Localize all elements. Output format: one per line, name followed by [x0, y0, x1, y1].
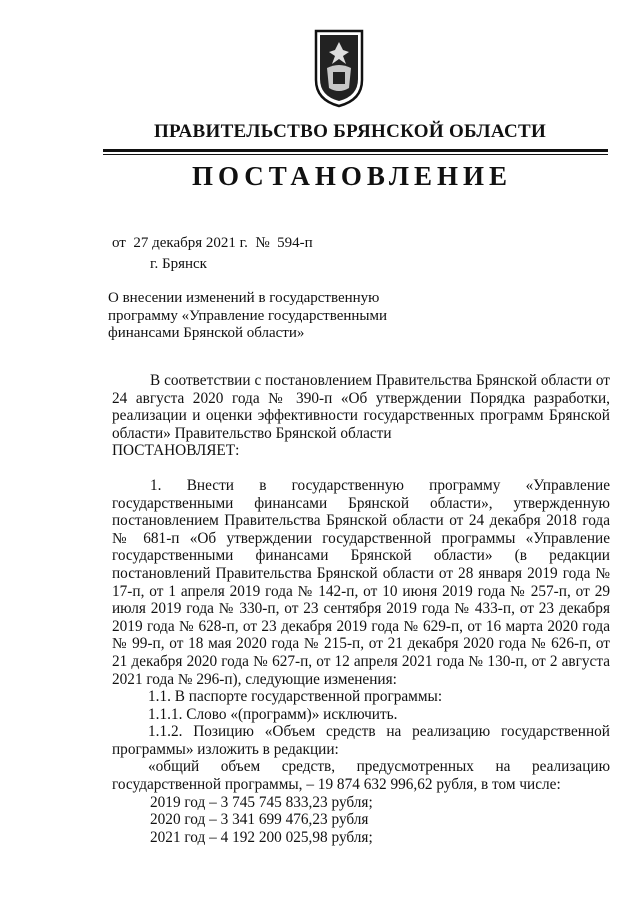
document-subject: [108, 290, 428, 343]
item-1-1-1-paragraph: 1.1.1. Слово «(программ)» исключить.: [148, 705, 398, 723]
subject-line: финансами Брянской области»: [108, 325, 305, 341]
document-type-title: ПОСТАНОВЛЕНИЕ: [191, 161, 513, 191]
item-1-paragraph: 1. Внести в государственную программу «Управление государственными финансами Брянской области», утвержденную постановлением Правительства Брянской области от 24 декабря 2018 года № 681-п «Об утверждении государственной программы «Управление государственными финансами Брянской области» (в редакции постановлений Правительства Брянской области от 28 января 2019 года № 17-п, от 1 апреля 2019 года № 142-п, от 10 июня 2019 года № 257-п, от 29 июля 2019 года № 330-п, от 23 сентября 2019 года № 433-п, от 23 декабря 2019 года № 628-п, от 23 декабря 2019 года № 629-п, от 16 марта 2020 года № 99-п, от 18 мая 2020 года № 215-п, от 21 декабря 2020 года № 626-п, от 21 декабря 2020 года № 627-п, от 12 апреля 2021 года № 130-п, от 2 августа 2021 года № 296-п), следующие изменения:: [112, 476, 610, 688]
quoted-paragraph: «общий объем средств, предусмотренных на реализацию государственной программы, – 19 874 632 996,62 рубля, в том числе:: [112, 758, 610, 794]
document-date-number: от 27 декабря 2021 г. № 594-п: [112, 235, 313, 251]
document-city: г. Брянск: [150, 256, 207, 272]
subject-line: О внесении изменений в государственную: [108, 290, 380, 306]
year-amount-line: 2021 год – 4 192 200 025,98 рубля;: [150, 828, 373, 846]
government-title: ПРАВИТЕЛЬСТВО БРЯНСКОЙ ОБЛАСТИ: [153, 121, 547, 142]
item-1-1-2-paragraph: 1.1.2. Позицию «Объем средств на реализацию государственной программы» изложить в редакции:: [112, 723, 610, 758]
preamble-paragraph: В соответствии с постановлением Правительства Брянской области от 24 августа 2020 года № 390-п «Об утверждении Порядка разработки, реализации и оценки эффективности государственных программ Брянской области» Правительство Брянской области: [112, 372, 610, 442]
header-rule-thin: [103, 154, 608, 155]
year-amount-line: 2020 год – 3 341 699 476,23 рубля: [150, 811, 369, 829]
document-body: [112, 372, 610, 846]
decree-word: ПОСТАНОВЛЯЕТ:: [112, 442, 240, 460]
item-1-1-paragraph: 1.1. В паспорте государственной программы:: [148, 688, 443, 706]
subject-line: программу «Управление государственными: [108, 307, 388, 324]
year-amount-line: 2019 год – 3 745 745 833,23 рубля;: [150, 793, 373, 811]
header-rule-thick: [103, 149, 608, 152]
coat-of-arms-emblem: [313, 28, 365, 108]
